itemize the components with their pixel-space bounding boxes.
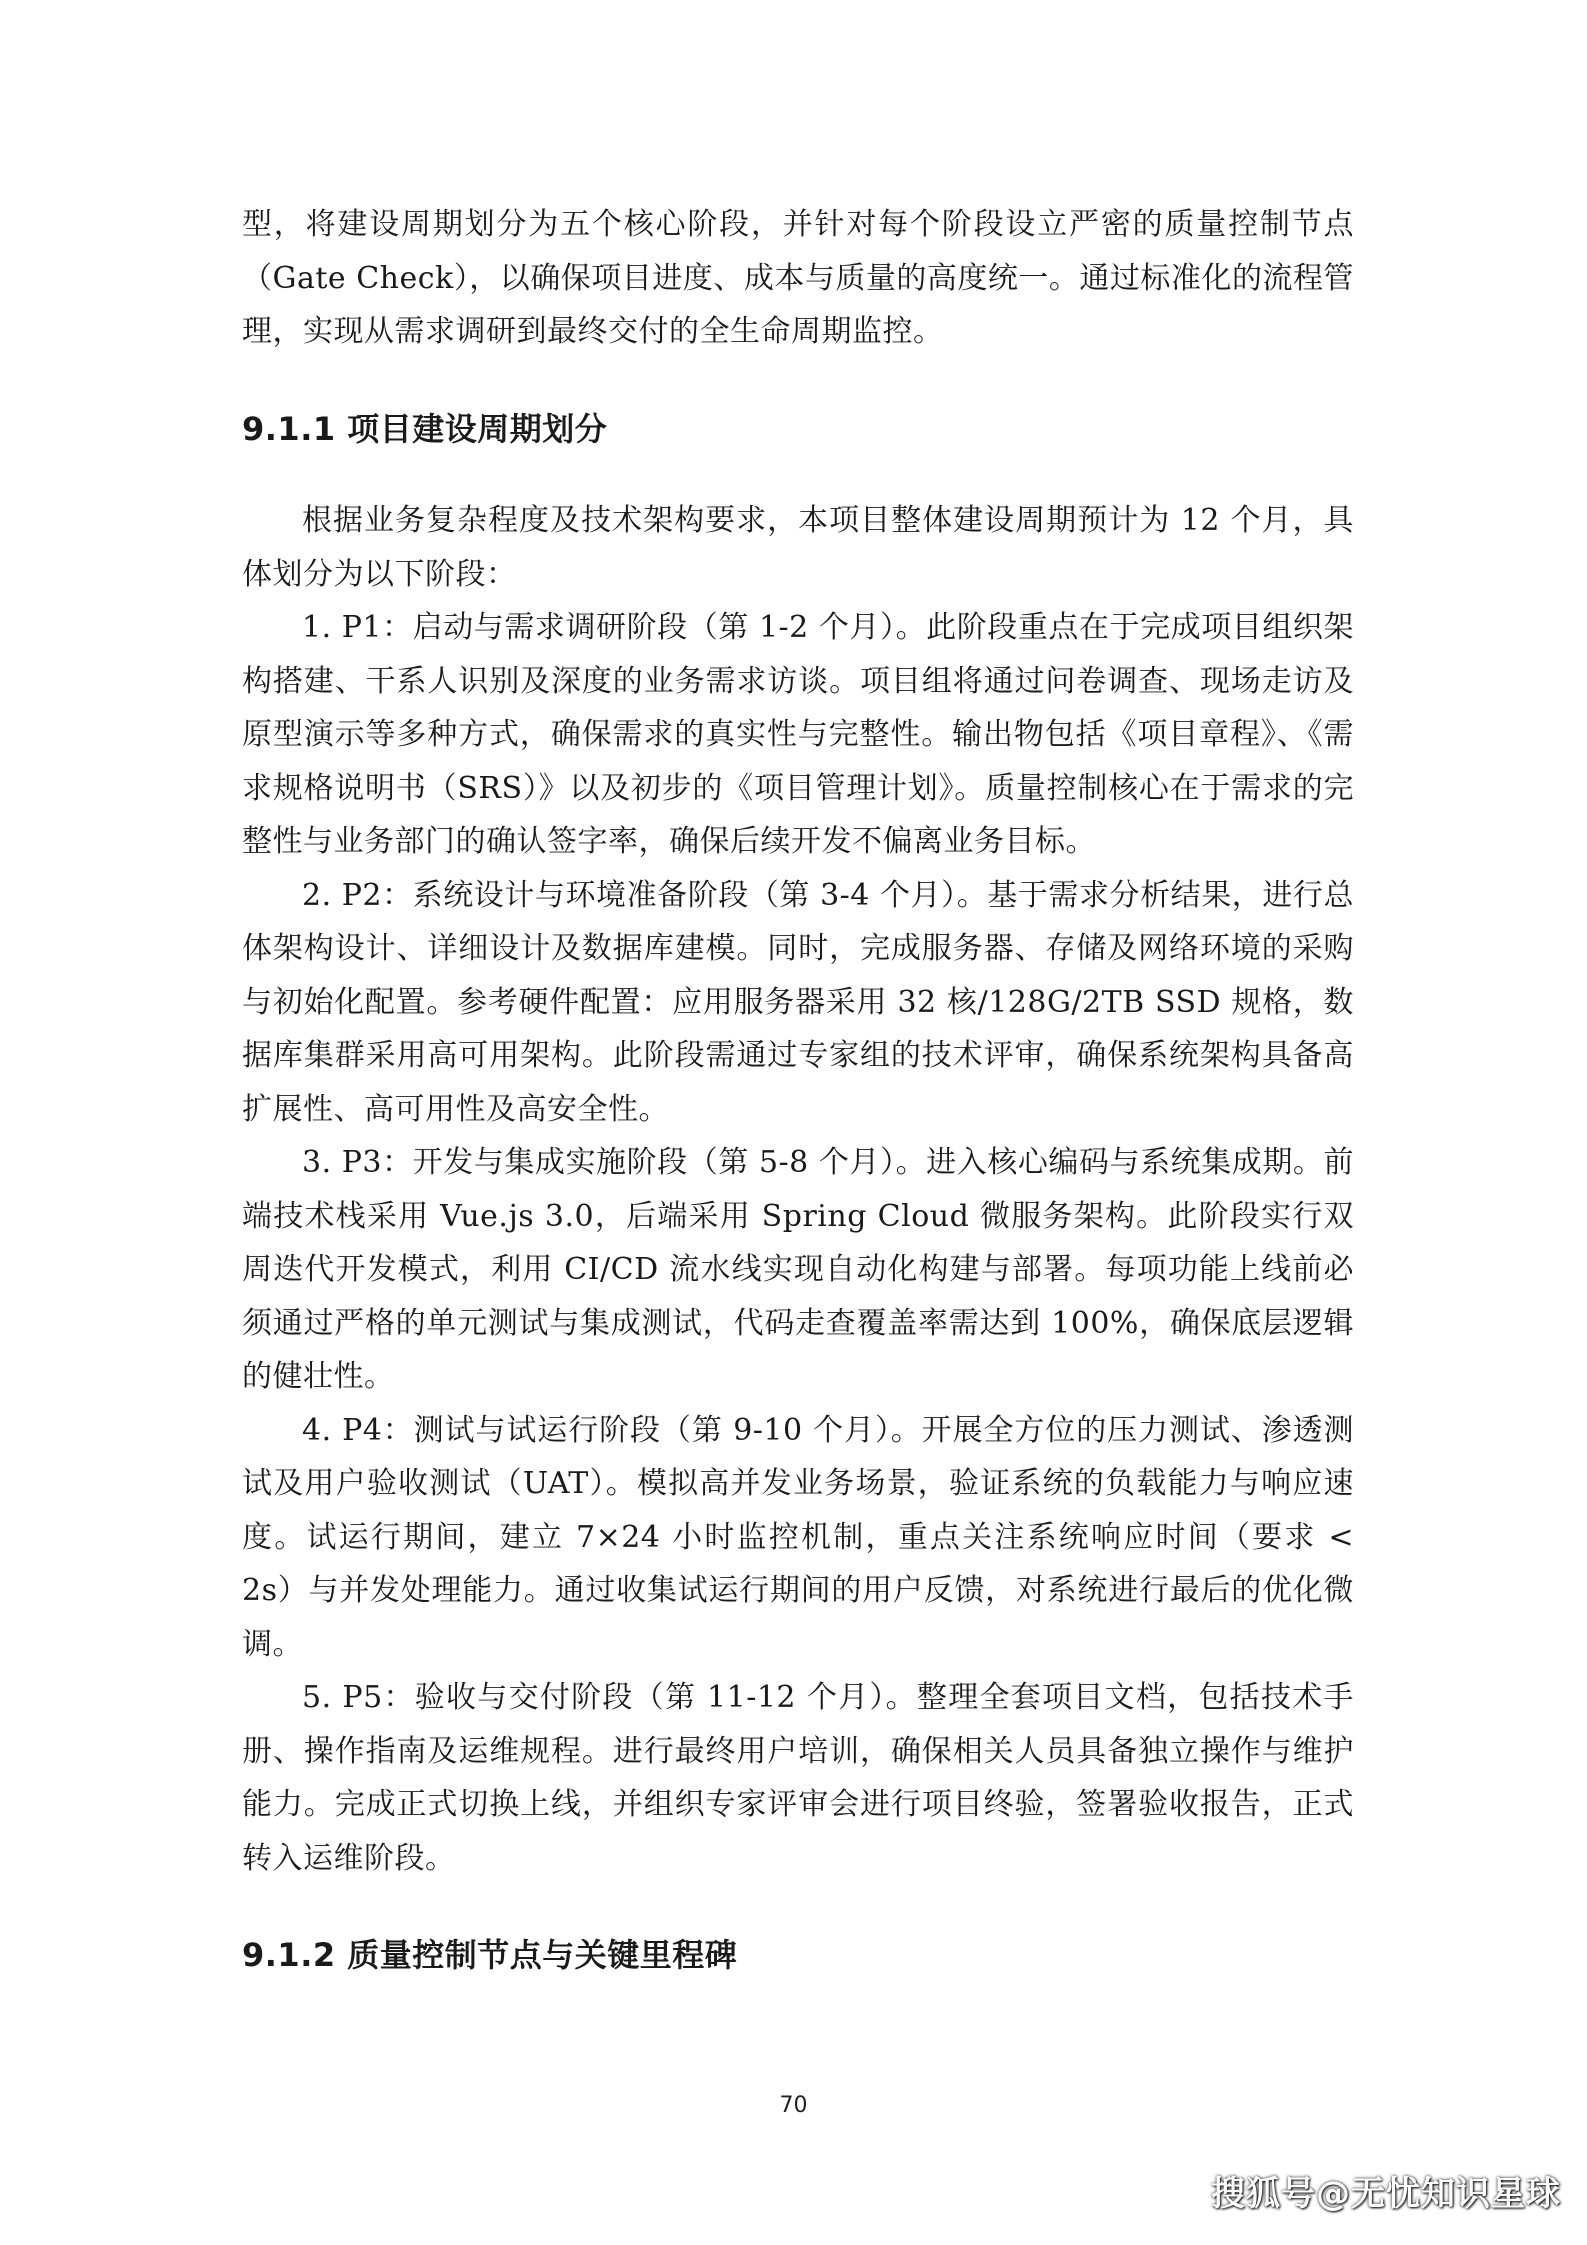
section-heading-9-1-1: 9.1.1 项目建设周期划分 [242, 409, 608, 448]
phase-p3-paragraph: 3. P3：开发与集成实施阶段（第 5-8 个月）。进入核心编码与系统集成期。前端技术栈采用 Vue.js 3.0，后端采用 Spring Cloud 微服务架构。此阶段实行双周迭代开发模式，利用 CI/CD 流水线实现自动化构建与部署。每项功能上线前必须通过严格的单元测试与集成测试，代码走查覆盖率需达到 100%，确保底层逻辑的健壮性。 [242, 1145, 1354, 1394]
page-content [242, 198, 1354, 1983]
intro-paragraph: 型，将建设周期划分为五个核心阶段，并针对每个阶段设立严密的质量控制节点（Gate Check），以确保项目进度、成本与质量的高度统一。通过标准化的流程管理，实现从需求调研到最终交付的全生命周期监控。 [242, 207, 1354, 349]
phase-p5-paragraph: 5. P5：验收与交付阶段（第 11-12 个月）。整理全套项目文档，包括技术手册、操作指南及运维规程。进行最终用户培训，确保相关人员具备独立操作与维护能力。完成正式切换上线，并组织专家评审会进行项目终验，签署验收报告，正式转入运维阶段。 [242, 1680, 1354, 1876]
page-number: 70 [779, 2093, 808, 2118]
watermark: 搜狐号@无忧知识星球 [1211, 2174, 1561, 2214]
phase-p2-paragraph: 2. P2：系统设计与环境准备阶段（第 3-4 个月）。基于需求分析结果，进行总体架构设计、详细设计及数据库建模。同时，完成服务器、存储及网络环境的采购与初始化配置。参考硬件配置：应用服务器采用 32 核/128G/2TB SSD 规格，数据库集群采用高可用架构。此阶段需通过专家组的技术评审，确保系统架构具备高扩展性、高可用性及高安全性。 [242, 877, 1354, 1127]
section-intro-paragraph: 根据业务复杂程度及技术架构要求，本项目整体建设周期预计为 12 个月，具体划分为以下阶段： [242, 503, 1354, 592]
section-heading-9-1-2: 9.1.2 质量控制节点与关键里程碑 [242, 1936, 738, 1974]
phase-p4-paragraph: 4. P4：测试与试运行阶段（第 9-10 个月）。开展全方位的压力测试、渗透测试及用户验收测试（UAT）。模拟高并发业务场景，验证系统的负载能力与响应速度。试运行期间，建立 7×24 小时监控机制，重点关注系统响应时间（要求 < 2s）与并发处理能力。通过收集试运行期间的用户反馈，对系统进行最后的优化微调。 [242, 1412, 1354, 1662]
phase-p1-paragraph: 1. P1：启动与需求调研阶段（第 1-2 个月）。此阶段重点在于完成项目组织架构搭建、干系人识别及深度的业务需求访谈。项目组将通过问卷调查、现场走访及原型演示等多种方式，确保需求的真实性与完整性。输出物包括《项目章程》、《需求规格说明书（SRS）》以及初步的《项目管理计划》。质量控制核心在于需求的完整性与业务部门的确认签字率，确保后续开发不偏离业务目标。 [242, 610, 1354, 859]
